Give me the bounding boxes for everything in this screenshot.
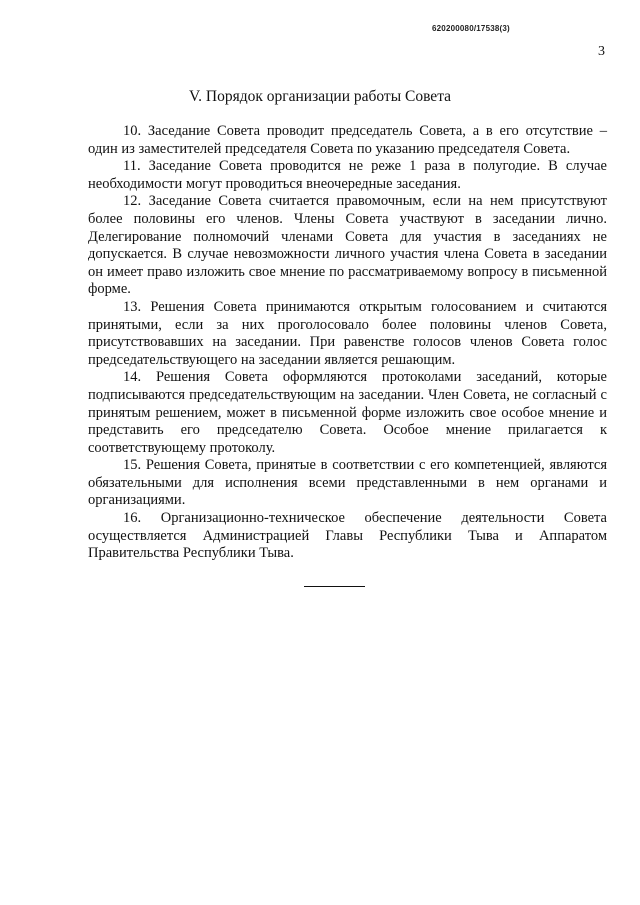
- document-body: [88, 123, 607, 563]
- end-of-document-divider: [304, 586, 365, 587]
- paragraph-11: 11. Заседание Совета проводится не реже 1 раза в полугодие. В случае необходимости могут проводиться внеочередные заседания.: [88, 158, 607, 192]
- page-number: 3: [598, 44, 605, 59]
- paragraph-14: 14. Решения Совета оформляются протоколами заседаний, которые подписываются председательствующим на заседании. Член Совета, не согласный с принятым решением, может в письменной форме изложить свое особое мнение и представить его председателю Совета. Особое мнение прилагается к соответствующему протоколу.: [88, 369, 607, 456]
- paragraph-16: 16. Организационно-техническое обеспечение деятельности Совета осуществляется Администрацией Главы Республики Тыва и Аппаратом Правительства Республики Тыва.: [88, 510, 607, 562]
- paragraph-15: 15. Решения Совета, принятые в соответствии с его компетенцией, являются обязательными для исполнения всеми представленными в нем органами и организациями.: [88, 457, 607, 509]
- section-title: V. Порядок организации работы Совета: [188, 88, 452, 105]
- paragraph-10: 10. Заседание Совета проводит председатель Совета, а в его отсутствие – один из заместителей председателя Совета по указанию председателя Совета.: [88, 123, 607, 157]
- document-code: 620200080/17538(3): [432, 24, 510, 33]
- paragraph-13: 13. Решения Совета принимаются открытым голосованием и считаются принятыми, если за них проголосовало более половины членов Совета, присутствовавших на заседании. При равенстве голосов членов Совета голос председательствующего на заседании является решающим.: [88, 298, 607, 368]
- paragraph-12: 12. Заседание Совета считается правомочным, если на нем присутствуют более половины его членов. Члены Совета участвуют в заседании лично. Делегирование полномочий членами Совета для участия в заседаниях не допускается. В случае невозможности личного участия члена Совета в заседании он имеет право изложить свое мнение по рассматриваемому вопросу в письменной форме.: [88, 193, 607, 298]
